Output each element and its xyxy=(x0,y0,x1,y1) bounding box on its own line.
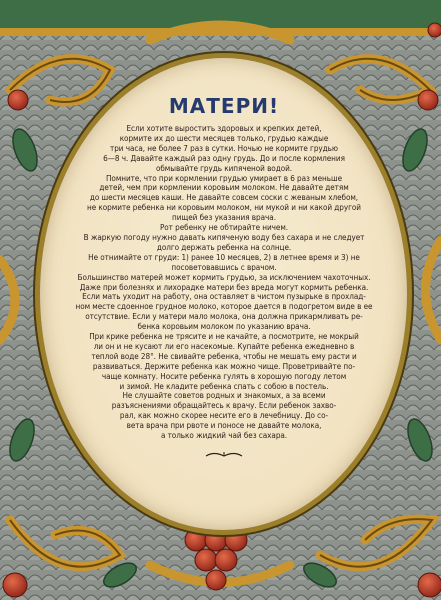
poster-content xyxy=(58,82,390,492)
paragraph-1: Если хотите выростить здоровых и крепких детей, кормите их до шести месяцев только, грудью каждые три часа, не более 7 раз в сутки. Ночью не кормите грудью 6—8 ч. Давайте каждый раз одну грудь. До и после кормления обмывайте грудь кипяченой водой. xyxy=(103,123,345,173)
paragraph-8: Не слушайте советов родных и знакомых, а за всеми разъяснениями обращайтесь к врачу. Если ребенок захво- рал, как можно скорее несите его в лечебницу. До со- вета врача при рвоте и поносе не давайте молока, а только жидкий чай без сахара. xyxy=(111,390,337,441)
paragraph-4: В жаркую погоду нужно давать кипяченую воду без сахара и не следует долго держать ребенка на солнце. xyxy=(83,231,365,252)
leaf-flourish-icon xyxy=(58,445,390,464)
page-title: МАТЕРИ! xyxy=(168,94,280,118)
paragraph-5: Не отнимайте от груди: 1) ранее 10 месяцев, 2) в летнее время и 3) не посоветовавшись с врачом. xyxy=(88,251,360,272)
paragraph-3: Рот ребенку не обтирайте ничем. xyxy=(159,222,289,233)
paragraph-6: Большинство матерей может кормить грудью, за исключением чахоточных. Даже при болезнях и лихорадке матери без вреда могут кормить ребенка. Если мать уходит на работу, она оставляет в чистом пузырьке в прохлад- ном месте сдоенное грудное молоко, которое дается в подогретом виде в ее отсутствие. Если у матери мало молока, она должна прикармливать ре- бенка коровьим молоком по указанию врача. xyxy=(75,271,373,332)
paragraph-2: Помните, что при кормлении грудью умирает в 6 раз меньше детей, чем при кормлении коровьим молоком. Не давайте детям до шести месяцев каши. Не давайте совсем соски с жеваным хлебом, не кормите ребенка ни коровьим молоком, ни мукой и ни какой другой пищей без указания врача. xyxy=(87,172,361,223)
paragraph-7: При крике ребенка не трясите и не качайте, а посмотрите, не мокрый ли он и не кусают ли его насекомые. Купайте ребенка ежедневно в теплой воде 28°. Не свивайте ребенка, чтобы не мешать ему расти и развиваться. Держите ребенка как можно чище. Проветривайте по- чаще комнату. Носите ребенка гулять в хорошую погоду летом и зимой. Не кладите ребенка спать с собою в постель. xyxy=(89,331,359,391)
